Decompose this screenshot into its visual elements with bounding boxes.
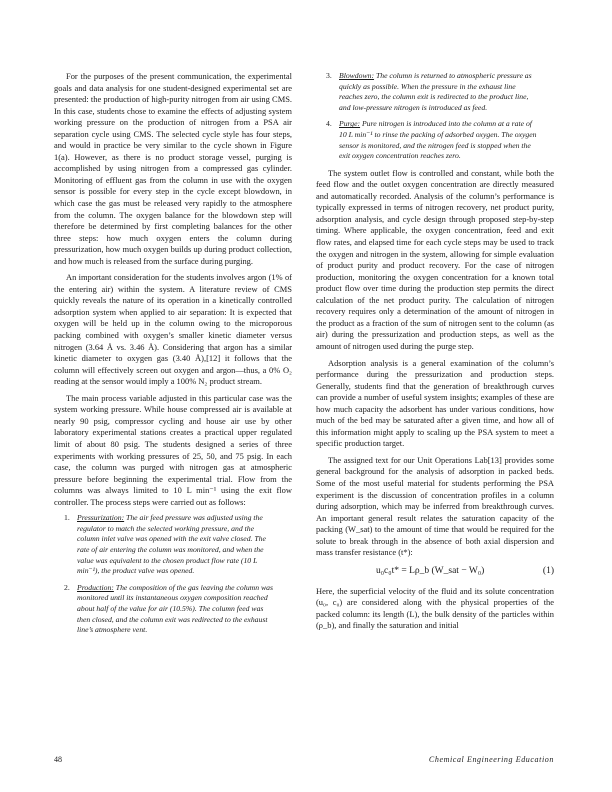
paragraph: The system outlet flow is controlled and constant, while both the feed flow and the outlet oxygen concentration are directly measured and automatically recorded. Analysis of the column’s performance is typically expressed in terms of nitrogen recovery, net product purity, adsorption analysis, and cycle design through proposed step-by-step timing. Where applicable, the oxygen concentration, feed and exit flow rates, and elapsed time for each cycle steps may be used to track the oxygen and nitrogen in the system, allowing for simple evaluation of product purity and product recovery. For the case of nitrogen production, monitoring the oxygen concentration for a known total product flow over time during the production step permits the direct calculation of the net product purity. The calculation of nitrogen recovery requires only a determination of the amount of nitrogen in the product as a fraction of the sum of nitrogen sent to the column (as air) during the pressurization and production steps, as well as the amount of nitrogen used during the purge step. xyxy=(316,167,554,351)
process-step xyxy=(316,119,554,161)
equation-expression: u₀c₀t* = Lρ_b (W_sat − W₀) xyxy=(376,565,485,576)
paragraph: For the purposes of the present communication, the experimental goals and data analysis for one student-designed experimental set are presented: the production of high-purity nitrogen from air using CMS. In this case, students chose to examine the effects of adjusting system working pressure on the production of nitrogen from a PSA air separation cycle using CMS. The selected cycle style has four steps, and would in practice be very similar to the cycle shown in Figure 1(a). However, as there is no product storage vessel, purging is accomplished by using nitrogen from a compressed gas cylinder. Monitoring of effluent gas from the column in use with the oxygen sensor is possible for every step in the cycle except blowdown, in which case the gas must be released very rapidly to the atmosphere from the column. The oxygen balance for the blowdown step will therefore be determined by first completing balances for the other three steps: how much oxygen enters the column during pressurization, how much oxygen builds up during product collection, and how much is released from the surface during purging. xyxy=(54,71,292,266)
step-text: Pure nitrogen is introduced into the column at a rate of 10 L min⁻¹ to rinse the packing of adsorbed oxygen. The oxygen sensor is monitored, and the nitrogen feed is stopped when the exit oxygen concentration reaches zero. xyxy=(339,119,537,161)
left-column xyxy=(54,71,292,642)
process-step xyxy=(316,71,554,113)
step-text: The column is returned to atmospheric pressure as quickly as possible. When the pressure in the exhaust line reaches zero, the column exit is redirected to the product line, and low-pressure nitrogen is introduced as feed. xyxy=(339,71,532,112)
paragraph: Adsorption analysis is a general examination of the column’s performance during the pressurization and production steps. Generally, students find that the generation of breakthrough curves can provide a number of useful system insights; examples of these are how much capacity the adsorbent has under various conditions, how much of the bed may be saturated after a given time, and how all of this information might apply to scaling up the PSA system to meet a specific production target. xyxy=(316,357,554,449)
equation-1 xyxy=(316,564,554,581)
process-steps-list xyxy=(316,71,554,162)
step-number: 4. xyxy=(326,119,332,129)
paragraph: The assigned text for our Unit Operations Lab[13] provides some general background for the analysis of adsorption in packed beds. Some of the most useful material for students performing the PSA experiment is the discussion of concentration profiles in a column during adsorption, which may be inferred from breakthrough curves. An important general result relates the saturation capacity of the packing (W_sat) to the amount of time that would be required for the solute to break through in the absence of both axial dispersion and mass transfer resistance (t*): xyxy=(316,454,554,558)
step-text: The air feed pressure was adjusted using the regulator to match the selected working pressure, and the column inlet valve was opened with the exit valve closed. The rate of air entering the column was monitored, and when the value was equivalent to the chosen product flow rate (10 L min⁻¹), the product valve was opened. xyxy=(77,513,266,576)
step-term: Purge: xyxy=(339,119,361,129)
page-number: 48 xyxy=(54,755,62,764)
step-number: 2. xyxy=(64,582,70,592)
step-text: The composition of the gas leaving the column was monitored until its instantaneous oxygen composition reached about half of the value for air (10.5%). The column feed was then closed, and the column exit was redirected to the exhaust line’s atmosphere vent. xyxy=(77,582,273,635)
paragraph: An important consideration for the students involves argon (1% of the entering air) within the system. A literature review of CMS quickly reveals the nature of its operation in a kinetically controlled adsorption system when applied to air separation: It is expected that oxygen will be held up in the column owing to the microporous packing combined with oxygen’s smaller kinetic diameter versus nitrogen (3.64 Å vs. 3.46 Å). Considering that argon has a similar kinetic diameter to oxygen gas (3.40 Å),[12] it follows that the column will effectively screen out oxygen and argon—thus, a 0% O₂ reading at the sensor would imply a 100% N₂ product stream. xyxy=(54,272,292,387)
paragraph: Here, the superficial velocity of the fluid and its solute concentration (u₀, c₀) are considered along with the physical properties of the packed column: its length (L), the bulk density of the particles within (ρ_b), and finally the saturation and initial xyxy=(316,585,554,631)
step-term: Blowdown: xyxy=(339,71,375,80)
journal-name: Chemical Engineering Education xyxy=(428,755,554,764)
process-steps-list xyxy=(54,513,292,636)
step-term: Production: xyxy=(77,582,114,592)
paragraph: The main process variable adjusted in this particular case was the system working pressure. While house compressed air is available at nearly 90 psig, compressor cycling and house air use by other laboratory experimental stations creates a practical upper regulated limit of about 80 psig. The students designed a series of three experiments with working pressures of 25, 50, and 75 psig. In each case, the column was purged with nitrogen gas at atmospheric pressure before beginning the experimental trial. Flow from the columns was always limited to 10 L min⁻¹ using the exit flow controller. The process steps were carried out as follows: xyxy=(54,392,292,507)
right-column xyxy=(316,71,554,637)
process-step xyxy=(54,583,292,636)
step-number: 1. xyxy=(64,513,70,523)
step-number: 3. xyxy=(326,71,332,80)
step-term: Pressurization: xyxy=(77,513,125,523)
process-step xyxy=(54,513,292,577)
equation-number: (1) xyxy=(542,565,554,576)
